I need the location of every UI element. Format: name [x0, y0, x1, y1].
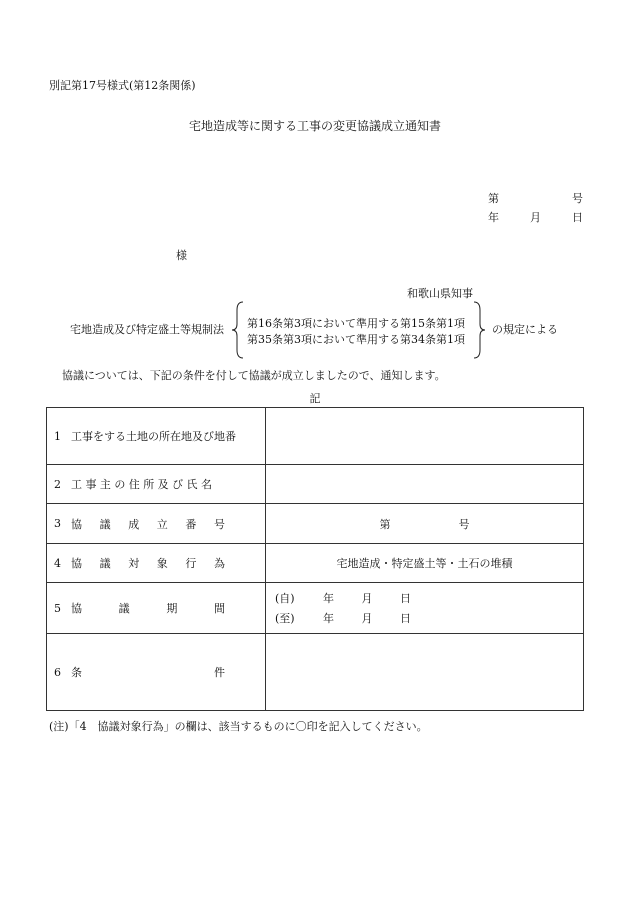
- document-number: [488, 193, 583, 204]
- period-to-label: (至): [275, 612, 295, 625]
- agreement-target-options: 宅地造成・特定盛土等・土石の堆積: [336, 557, 513, 570]
- period-day: 日: [400, 592, 411, 605]
- label-char: 主: [99, 478, 111, 491]
- label-char: 協: [71, 602, 82, 615]
- label-char: 議: [99, 557, 111, 570]
- item-4-label-cell: [47, 544, 266, 583]
- label-char: び: [172, 478, 184, 491]
- label-char: の: [114, 478, 126, 491]
- item-3-label: [71, 516, 225, 532]
- item-1-label-cell: [47, 408, 266, 465]
- label-char: 工: [71, 478, 82, 491]
- issuer-name: 和歌山県知事: [407, 287, 473, 300]
- law-article-options: [247, 316, 465, 348]
- period-from-label: (自): [275, 592, 295, 605]
- items-table: [46, 407, 584, 711]
- item-5-label-cell: [47, 583, 266, 634]
- date-day: 日: [572, 211, 583, 224]
- date-year: 年: [488, 211, 499, 224]
- item-number: 3: [54, 517, 61, 530]
- law-article-line-2: 第35条第3項において準用する第34条第1項: [247, 332, 465, 346]
- label-char: 議: [99, 517, 111, 531]
- label-char: 件: [214, 666, 225, 679]
- document-title: 宅地造成等に関する工事の変更協議成立通知書: [188, 119, 441, 133]
- item-3-value-cell[interactable]: [266, 504, 584, 544]
- table-row: [47, 634, 584, 711]
- doc-number-go: 号: [572, 192, 583, 205]
- label-char: 所: [143, 478, 155, 491]
- form-identifier: 別記第17号様式(第12条関係): [49, 79, 196, 92]
- item-6-label: [71, 664, 225, 680]
- period-to: [266, 608, 583, 628]
- date-month: 月: [530, 211, 541, 224]
- label-char: 為: [213, 557, 225, 570]
- label-char: 間: [213, 602, 225, 615]
- label-char: 協: [71, 557, 82, 570]
- table-row: [47, 504, 584, 544]
- period-year: 年: [323, 592, 334, 605]
- item-6-label-cell: [47, 634, 266, 711]
- item-2-label-cell: [47, 465, 266, 504]
- item-5-value-cell[interactable]: [266, 583, 584, 634]
- label-char: 住: [128, 478, 140, 491]
- label-char: 及: [157, 478, 169, 491]
- doc-number-dai: 第: [488, 192, 499, 205]
- item-number: 5: [54, 601, 61, 615]
- left-brace: [231, 300, 245, 360]
- agreement-number-value: [380, 516, 470, 532]
- law-name: 宅地造成及び特定盛土等規制法: [70, 323, 224, 336]
- period-day: 日: [400, 612, 411, 625]
- table-row: [47, 465, 584, 504]
- item-4-value-cell[interactable]: [266, 544, 584, 583]
- item-1-value-cell[interactable]: [266, 408, 584, 465]
- label-char: 条: [71, 666, 82, 679]
- label-char: 協: [71, 517, 82, 531]
- intro-text: 協議については、下記の条件を付して協議が成立しましたので、通知します。: [62, 369, 446, 382]
- law-suffix: の規定による: [492, 323, 558, 336]
- item-number: 6: [54, 665, 61, 679]
- item-6-value-cell[interactable]: [266, 634, 584, 711]
- item-2-value-cell[interactable]: [266, 465, 584, 504]
- footnote: (注)「4 協議対象行為」の欄は、該当するものに〇印を記入してください。: [49, 720, 428, 733]
- label-char: 氏: [186, 478, 198, 491]
- value-go: 号: [458, 517, 470, 531]
- period-month: 月: [361, 612, 373, 625]
- label-char: 立: [156, 517, 168, 531]
- label-char: 行: [185, 557, 197, 570]
- item-3-label-cell: [47, 504, 266, 544]
- item-number: 4: [54, 556, 61, 570]
- label-char: 対: [128, 557, 140, 570]
- label-char: 名: [200, 478, 212, 491]
- item-2-label: [71, 476, 212, 492]
- item-1-label: 工事をする土地の所在地及び地番: [71, 430, 236, 443]
- table-row: [47, 544, 584, 583]
- label-char: 象: [156, 557, 168, 570]
- item-5-label: [71, 600, 225, 616]
- document-date: [488, 212, 583, 223]
- recipient-honorific: 様: [176, 249, 187, 262]
- period-month: 月: [361, 592, 373, 605]
- label-char: 号: [213, 517, 225, 531]
- table-row: [47, 583, 584, 634]
- label-char: 事: [85, 478, 97, 491]
- label-char: 期: [166, 602, 178, 615]
- period-from: [266, 588, 583, 608]
- period-year: 年: [323, 612, 334, 625]
- label-char: 議: [118, 602, 130, 615]
- table-row: [47, 408, 584, 465]
- law-article-line-1: 第16条第3項において準用する第15条第1項: [247, 317, 465, 330]
- item-number: 1: [54, 429, 61, 443]
- item-number: 2: [54, 477, 61, 491]
- right-brace: [472, 300, 486, 360]
- label-char: 番: [185, 517, 197, 531]
- ki-heading: 記: [309, 392, 321, 405]
- value-dai: 第: [379, 517, 391, 531]
- label-char: 成: [128, 517, 140, 531]
- item-4-label: [71, 555, 225, 571]
